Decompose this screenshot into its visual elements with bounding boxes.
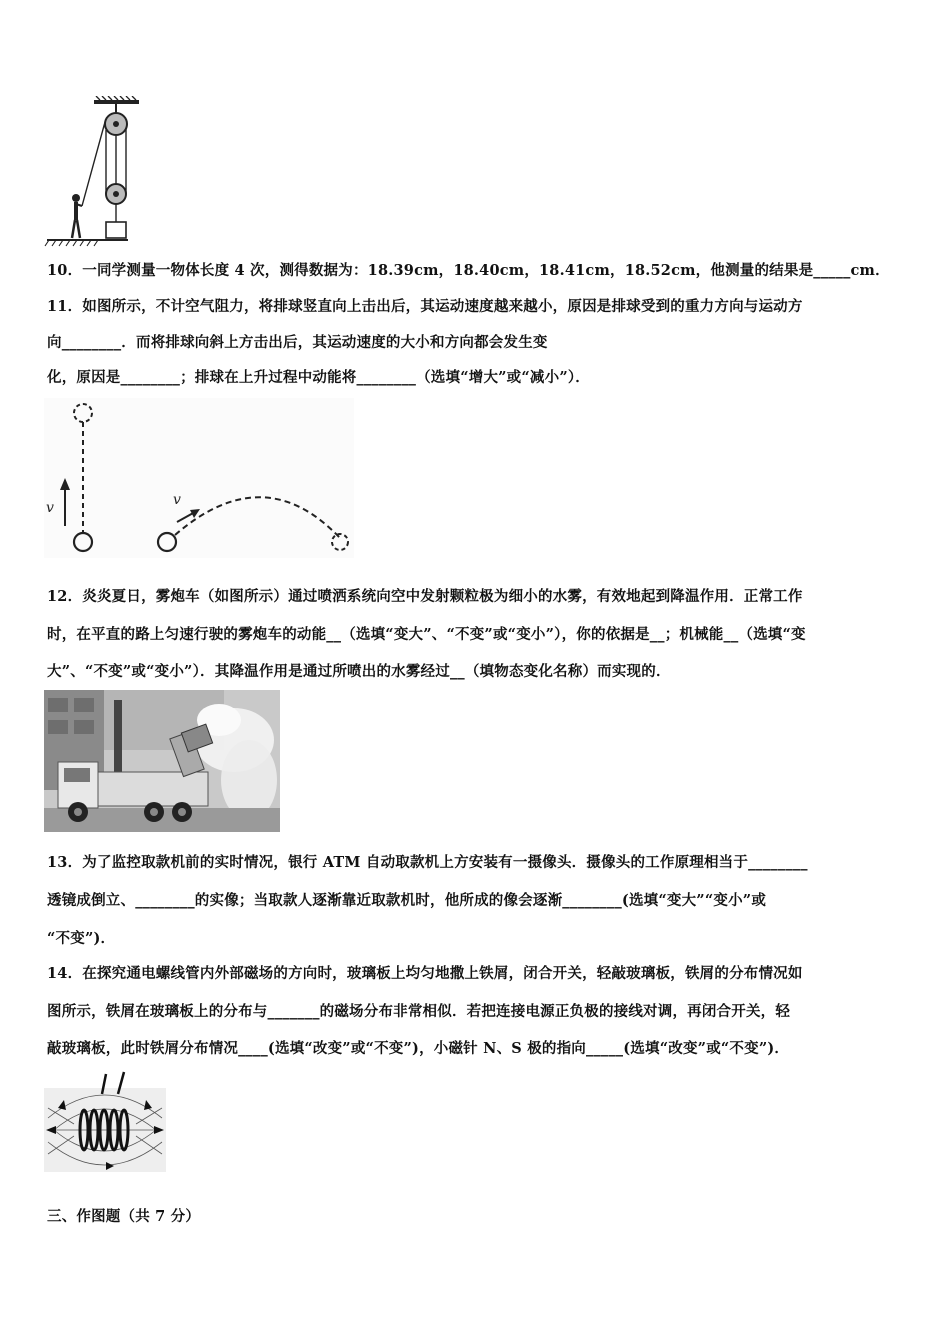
question-11-line-1: 11．如图所示，不计空气阻力，将排球竖直向上击出后，其运动速度越来越小，原因是排球受到的重力方向与运动方 [47, 298, 803, 315]
solenoid-iron-filings-figure [44, 1068, 166, 1172]
section-3-heading: 三、作图题（共 7 分） [47, 1208, 201, 1225]
question-10: 10．一同学测量一物体长度 4 次，测得数据为：18.39cm，18.40cm，18.41cm，18.52cm，他测量的结果是_____cm． [47, 262, 890, 279]
question-14-line-2: 图所示，铁屑在玻璃板上的分布与_______的磁场分布非常相似．若把连接电源正负极的接线对调，再闭合开关，轻 [47, 1003, 791, 1020]
question-14-line-3: 敲玻璃板，此时铁屑分布情况____(选填“改变”或“不变”)，小磁针 N、S 极的指向_____(选填“改变”或“不变”)． [47, 1040, 790, 1057]
question-14-line-1: 14．在探究通电螺线管内外部磁场的方向时，玻璃板上均匀地撒上铁屑，闭合开关，轻敲玻璃板，铁屑的分布情况如 [47, 965, 803, 982]
mist-cannon-truck-photo [44, 690, 280, 832]
question-11-line-2: 向________．而将排球向斜上方击出后，其运动速度的大小和方向都会发生变 [47, 334, 548, 351]
vertical-velocity-label: v [46, 500, 54, 516]
volleyball-figure [44, 398, 354, 558]
question-12-line-1: 12．炎炎夏日，雾炮车（如图所示）通过喷洒系统向空中发射颗粒极为细小的水雾，有效地起到降温作用．正常工作 [47, 588, 803, 605]
oblique-velocity-label: v [173, 492, 181, 508]
question-11-line-3: 化，原因是________；排球在上升过程中动能将________（选填“增大”或“减小”）． [47, 369, 591, 386]
question-12-line-2: 时，在平直的路上匀速行驶的雾炮车的动能__（选填“变大”、“不变”或“变小”），你的依据是__；机械能__（选填“变 [47, 626, 806, 643]
question-13-line-2: 透镜成倒立、________的实像；当取款人逐渐靠近取款机时，他所成的像会逐渐________(选填“变大”“变小”或 [47, 892, 767, 909]
question-12-line-3: 大”、“不变”或“变小”）．其降温作用是通过所喷出的水雾经过__（填物态变化名称）而实现的． [47, 663, 671, 680]
question-13-line-3: “不变”)． [47, 930, 116, 947]
pulley-figure [44, 96, 144, 248]
question-13-line-1: 13．为了监控取款机前的实时情况，银行 ATM 自动取款机上方安装有一摄像头．摄像头的工作原理相当于________ [47, 854, 808, 871]
